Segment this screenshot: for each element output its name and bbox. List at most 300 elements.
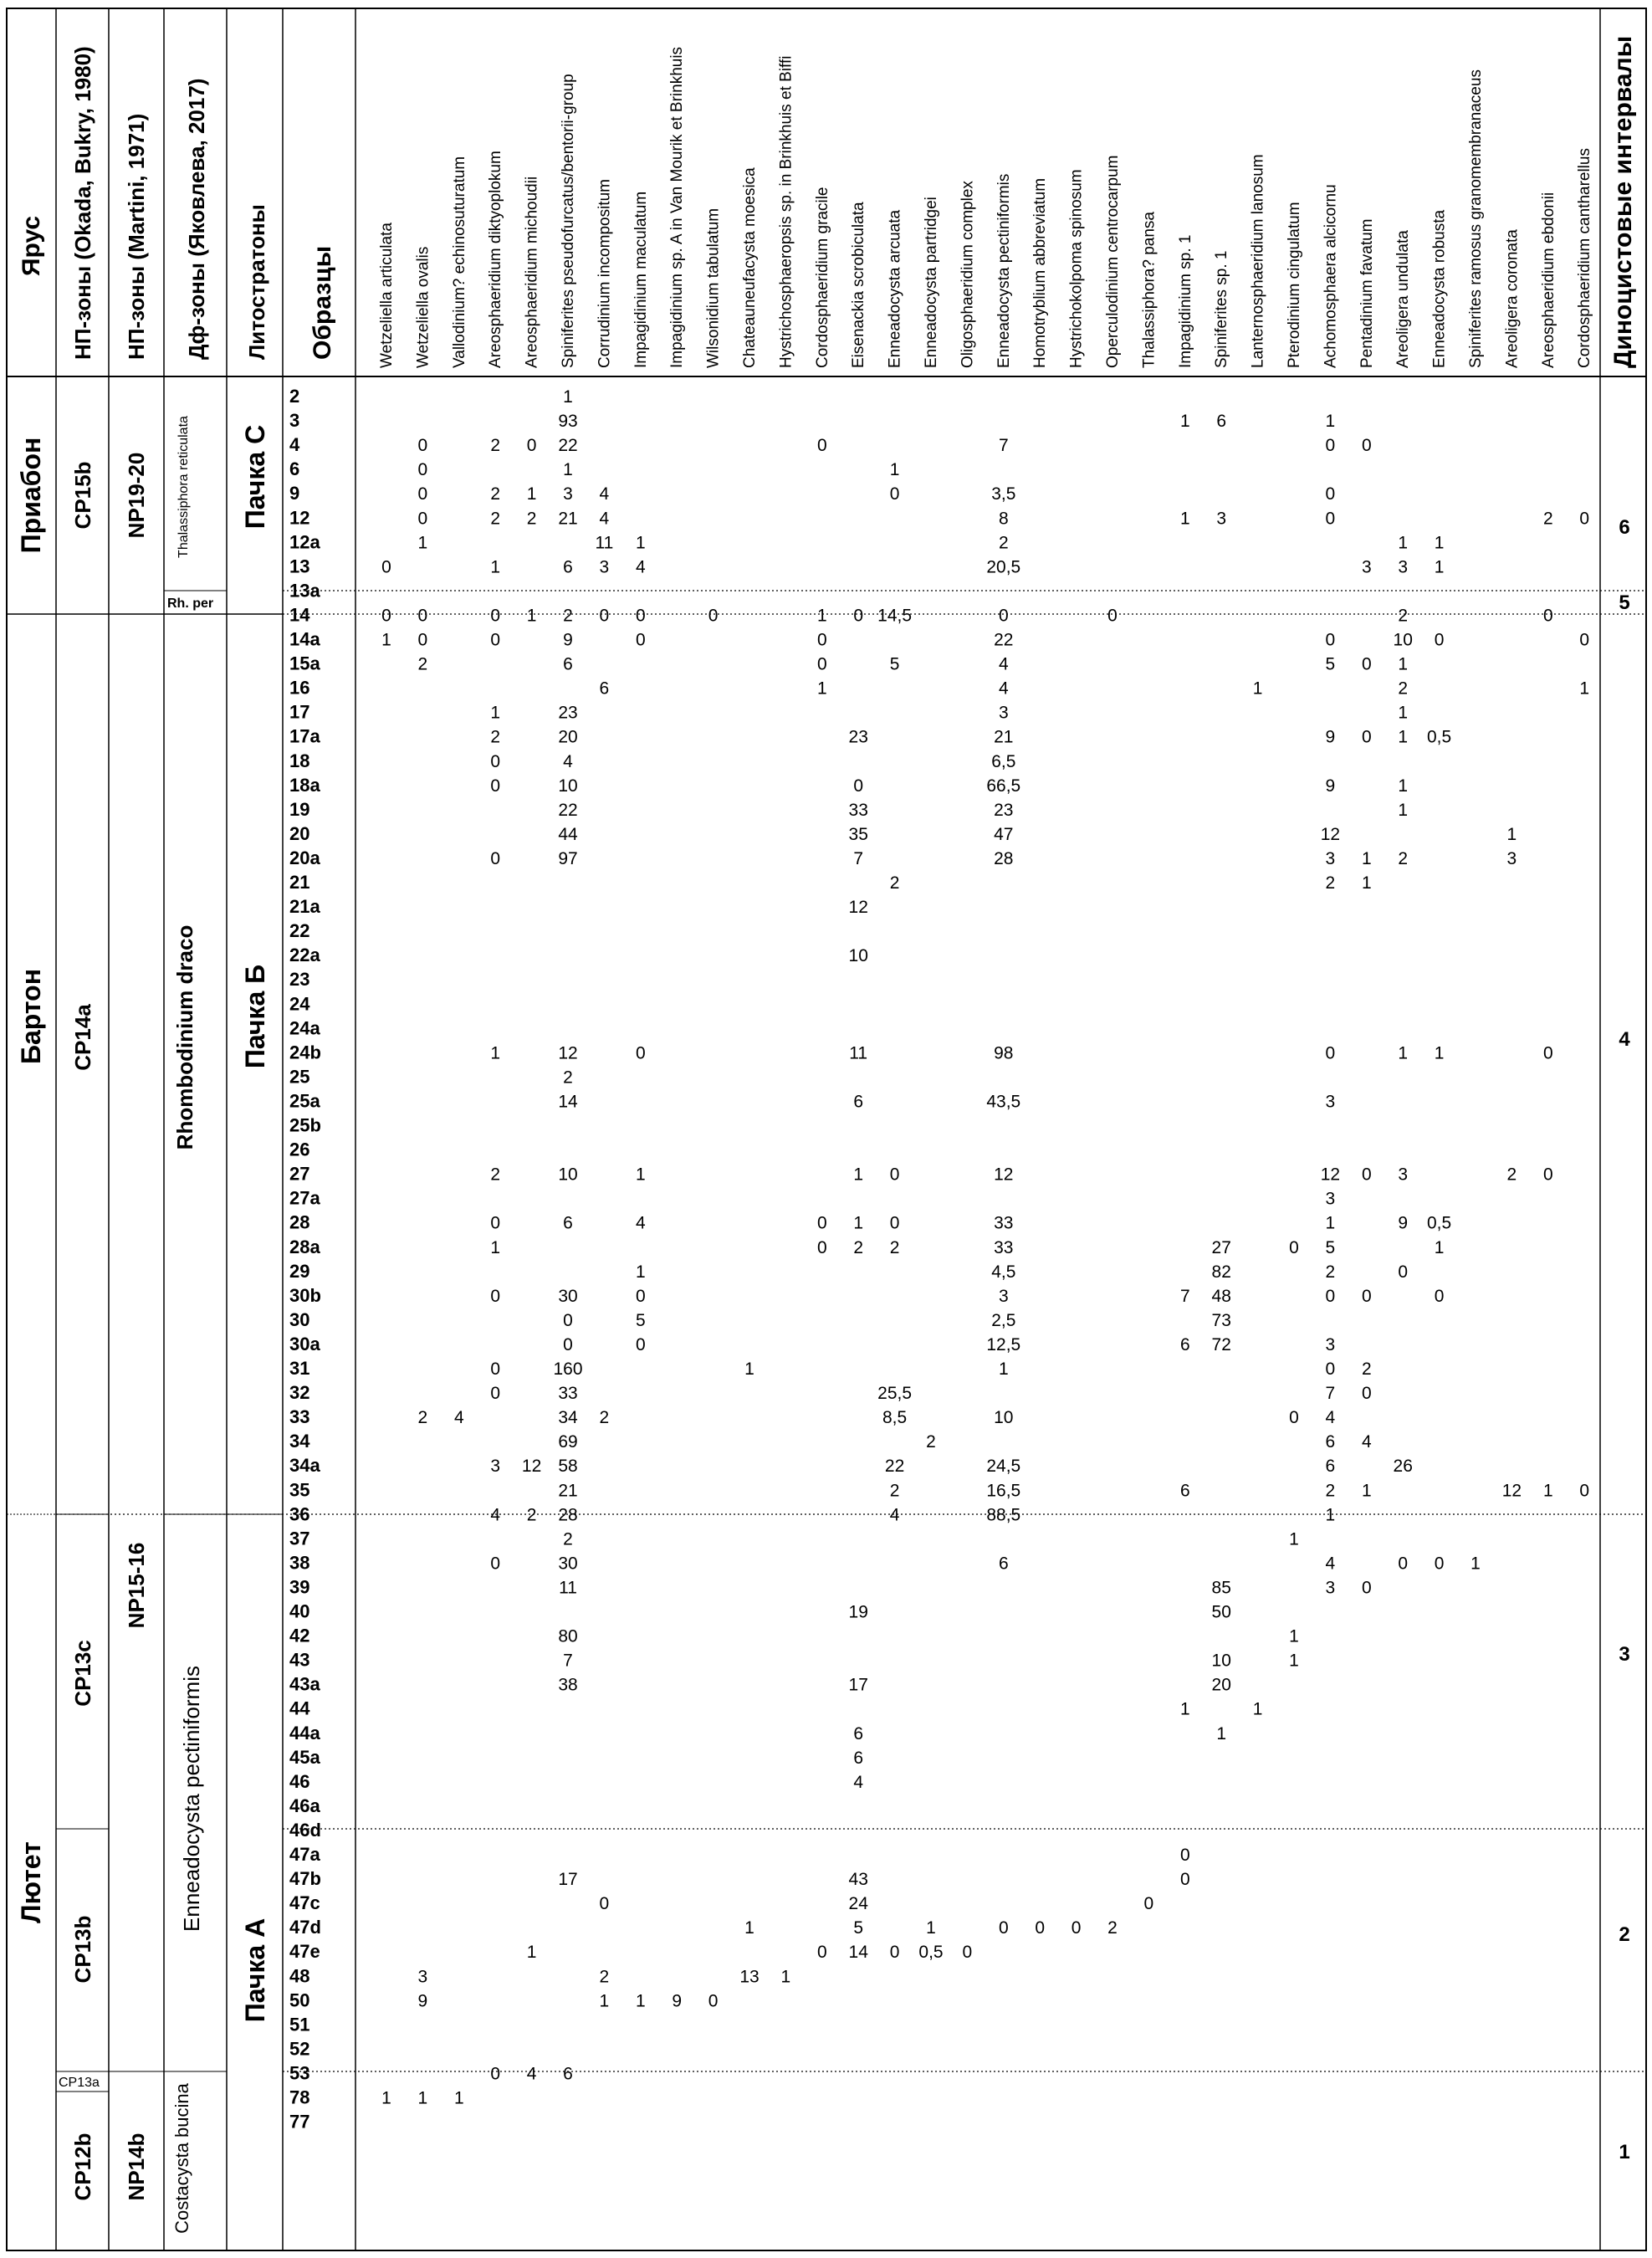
sample-id: 47a — [289, 1844, 320, 1865]
sample-id: 17a — [289, 725, 320, 747]
count-value: 1 — [816, 678, 827, 699]
sample-id: 34 — [289, 1431, 310, 1452]
count-value: 98 — [994, 1043, 1014, 1063]
sample-id: 46d — [289, 1819, 321, 1841]
count-value: 12 — [1320, 1165, 1341, 1185]
count-value: 0 — [708, 606, 719, 626]
count-value: 11 — [595, 533, 614, 553]
count-value: 0 — [635, 606, 646, 626]
count-value: 7 — [998, 436, 1009, 456]
sample-id: 53 — [289, 2062, 310, 2084]
count-value: 1 — [1398, 800, 1409, 820]
sample-id: 20 — [289, 822, 310, 844]
count-value: 22 — [884, 1457, 905, 1477]
count-value: 2 — [563, 1068, 573, 1088]
np-zones-okada-column — [59, 462, 100, 2201]
count-value: 0 — [962, 1943, 973, 1963]
count-value: 6,5 — [991, 751, 1016, 771]
count-value: 1 — [490, 1043, 501, 1063]
count-value: 21 — [558, 509, 578, 529]
count-value: 1 — [744, 1918, 754, 1938]
count-value: 5 — [853, 1918, 864, 1938]
sample-id: 50 — [289, 1989, 310, 2011]
count-value: 1 — [490, 557, 501, 577]
sample-id: 48 — [289, 1965, 310, 1987]
sample-id: 24b — [289, 1042, 321, 1063]
count-value: 1 — [1252, 678, 1263, 699]
df-zone-label: Thalassiphora reticulata — [176, 416, 191, 558]
count-value: 1 — [1434, 1043, 1445, 1063]
count-value: 12 — [1501, 1481, 1522, 1501]
species-header: Cordosphaeridium cantharellus — [1576, 148, 1594, 368]
count-value: 0 — [417, 436, 428, 456]
count-value: 35 — [848, 824, 868, 844]
count-value: 1 — [1325, 1213, 1336, 1233]
count-value: 6 — [853, 1723, 864, 1743]
count-value: 7 — [1325, 1384, 1336, 1404]
count-value: 4,5 — [991, 1262, 1016, 1282]
count-value: 24 — [848, 1894, 868, 1914]
count-value: 9 — [563, 630, 573, 650]
count-value: 0 — [490, 1359, 501, 1379]
np-zone-label: CP13c — [70, 1640, 95, 1707]
count-value: 1 — [1289, 1651, 1299, 1671]
count-value: 0 — [816, 654, 827, 674]
count-value: 2 — [1542, 509, 1553, 529]
count-value: 0 — [998, 1918, 1009, 1938]
count-value: 3 — [998, 703, 1009, 723]
dino-interval-label: 3 — [1619, 1643, 1630, 1666]
count-value: 2 — [998, 533, 1009, 553]
count-value: 9 — [1325, 776, 1336, 796]
sample-id: 25a — [289, 1090, 320, 1112]
count-value: 0 — [563, 1334, 573, 1354]
sample-id: 22a — [289, 945, 320, 966]
sample-id: 17 — [289, 701, 310, 723]
count-value: 0 — [1325, 509, 1336, 529]
lithostraton-column — [240, 425, 270, 2022]
count-value: 69 — [558, 1432, 578, 1452]
count-value: 2 — [490, 484, 501, 504]
count-value: 2 — [526, 509, 537, 529]
count-value: 2 — [526, 1505, 537, 1525]
count-value: 1 — [635, 533, 646, 553]
count-value: 2 — [926, 1432, 936, 1452]
count-value: 0 — [417, 484, 428, 504]
count-value: 0 — [1361, 1165, 1372, 1185]
dino-interval-label: 5 — [1619, 591, 1630, 614]
np-zone-label: NP15-16 — [124, 1542, 149, 1629]
count-value: 0 — [635, 1286, 646, 1306]
lithostraton-label: Пачка Б — [240, 964, 270, 1069]
count-value: 0 — [381, 606, 391, 626]
count-value: 0 — [1289, 1408, 1299, 1428]
count-value: 1 — [1470, 1554, 1481, 1574]
count-value: 0 — [490, 751, 501, 771]
sample-id: 40 — [289, 1600, 310, 1622]
count-value: 80 — [558, 1626, 578, 1646]
count-value: 0 — [1325, 630, 1336, 650]
count-value: 4 — [490, 1505, 501, 1525]
count-value: 0 — [1289, 1237, 1299, 1257]
count-value: 4 — [1325, 1554, 1336, 1574]
count-value: 5 — [889, 654, 900, 674]
lithostraton-label: Пачка А — [240, 1918, 270, 2023]
count-value: 11 — [849, 1043, 868, 1063]
count-value: 73 — [1211, 1310, 1231, 1330]
count-value: 0 — [1579, 509, 1590, 529]
df-zone-label: Enneadocysta pectiniformis — [179, 1666, 204, 1932]
count-value: 14 — [558, 1092, 578, 1112]
count-value: 0 — [1434, 1554, 1445, 1574]
count-value: 1 — [889, 460, 900, 480]
species-header: Oligosphaeridium complex — [959, 181, 977, 368]
count-value: 6 — [1325, 1432, 1336, 1452]
count-value: 58 — [558, 1457, 578, 1477]
count-value: 12 — [1320, 824, 1341, 844]
stage-label: Бартон — [16, 968, 46, 1065]
species-header: Spiniferites ramosus granomembranaceus — [1467, 69, 1485, 368]
count-value: 14 — [848, 1943, 868, 1963]
count-value: 0 — [563, 1310, 573, 1330]
count-value: 6 — [1179, 1334, 1190, 1354]
sample-id: 18 — [289, 750, 310, 771]
count-value: 1 — [1434, 1237, 1445, 1257]
sample-id: 78 — [289, 2086, 310, 2108]
sample-id: 47b — [289, 1868, 321, 1890]
sample-id: 16 — [289, 677, 310, 699]
sample-id: 38 — [289, 1552, 310, 1574]
sample-id: 30a — [289, 1333, 320, 1354]
count-value: 2 — [1325, 1262, 1336, 1282]
count-value: 0 — [1325, 1286, 1336, 1306]
header-np-zones-okada: НП-зоны (Okada, Bukry, 1980) — [70, 46, 95, 360]
count-value: 1 — [1542, 1481, 1553, 1501]
sample-id: 32 — [289, 1382, 310, 1404]
sample-id: 28a — [289, 1236, 320, 1257]
count-value: 1 — [635, 1165, 646, 1185]
count-value: 26 — [1393, 1457, 1413, 1477]
count-value: 10 — [848, 946, 868, 966]
count-value: 4 — [526, 2064, 537, 2084]
count-value: 1 — [1325, 412, 1336, 432]
count-value: 4 — [1325, 1408, 1336, 1428]
species-header: Eisenackia scrobiculata — [850, 202, 868, 368]
count-value: 1 — [526, 606, 537, 626]
count-value: 6 — [599, 678, 610, 699]
count-value: 0 — [490, 776, 501, 796]
count-value: 6 — [563, 557, 573, 577]
species-header: Pterodinium cingulatum — [1286, 202, 1303, 368]
dino-interval-label: 4 — [1619, 1028, 1630, 1051]
count-value: 4 — [453, 1408, 464, 1428]
count-value: 0 — [1361, 1384, 1372, 1404]
sample-id: 45a — [289, 1746, 320, 1768]
count-value: 12,5 — [986, 1334, 1021, 1354]
np-zones-martini-column — [124, 453, 149, 2201]
count-value: 20,5 — [986, 557, 1021, 577]
count-value: 11 — [559, 1578, 577, 1598]
count-value: 3 — [417, 1967, 428, 1987]
count-value: 1 — [381, 2088, 391, 2108]
count-value: 4 — [599, 509, 610, 529]
count-value: 13 — [739, 1967, 760, 1987]
count-value: 23 — [994, 800, 1014, 820]
count-value: 1 — [1398, 1043, 1409, 1063]
count-value: 0 — [490, 630, 501, 650]
count-value: 2 — [889, 1481, 900, 1501]
count-value: 23 — [848, 727, 868, 747]
count-value: 5 — [1325, 1237, 1336, 1257]
dino-interval-label: 1 — [1619, 2141, 1630, 2163]
count-value: 1 — [417, 2088, 428, 2108]
count-value: 93 — [558, 412, 578, 432]
sample-id: 24a — [289, 1017, 320, 1039]
count-value: 0 — [1579, 1481, 1590, 1501]
count-value: 0 — [816, 436, 827, 456]
count-value: 19 — [848, 1602, 868, 1622]
count-value: 0 — [853, 776, 864, 796]
count-value: 0 — [1361, 1578, 1372, 1598]
count-value: 72 — [1211, 1334, 1231, 1354]
np-zone-label: CP13a — [59, 2076, 100, 2090]
count-value: 3 — [1361, 557, 1372, 577]
species-header: Wetzeliella articulata — [378, 223, 396, 368]
count-value: 4 — [635, 1213, 646, 1233]
count-value: 6 — [1325, 1457, 1336, 1477]
count-value: 3 — [1398, 557, 1409, 577]
count-value: 2 — [889, 1237, 900, 1257]
count-value: 1 — [744, 1359, 754, 1379]
count-value: 1 — [563, 387, 573, 407]
count-value: 1 — [780, 1967, 791, 1987]
sample-id: 29 — [289, 1260, 310, 1282]
count-value: 4 — [853, 1772, 864, 1792]
count-value: 0 — [417, 509, 428, 529]
count-value: 12 — [558, 1043, 578, 1063]
header-df-zones: Дф-зоны (Яковлева, 2017) — [184, 78, 209, 360]
sample-id: 12 — [289, 507, 310, 529]
count-value: 0 — [1143, 1894, 1154, 1914]
count-value: 4 — [889, 1505, 900, 1525]
count-value: 5 — [1325, 654, 1336, 674]
count-value: 0 — [490, 1384, 501, 1404]
species-header: Achomosphaera alcicornu — [1322, 184, 1340, 368]
count-value: 20 — [558, 727, 578, 747]
count-value: 1 — [1398, 776, 1409, 796]
count-value: 2 — [490, 1165, 501, 1185]
count-value: 0 — [635, 1043, 646, 1063]
count-value: 4 — [998, 678, 1009, 699]
count-value: 2 — [1361, 1359, 1372, 1379]
count-value: 12 — [848, 898, 868, 918]
count-value: 3 — [1325, 1578, 1336, 1598]
count-value: 1 — [853, 1165, 864, 1185]
species-header: Cordosphaeridium gracile — [813, 187, 831, 368]
species-headers — [378, 47, 1593, 368]
species-header: Wilsonidium tabulatum — [704, 207, 723, 368]
count-value: 1 — [1179, 1699, 1190, 1719]
count-value: 3 — [1216, 509, 1227, 529]
sample-id: 44a — [289, 1722, 320, 1743]
count-value: 1 — [1361, 1481, 1372, 1501]
count-value: 30 — [558, 1286, 578, 1306]
count-value: 0 — [381, 557, 391, 577]
sample-id: 4 — [289, 434, 300, 456]
count-value: 0 — [1398, 1262, 1409, 1282]
count-value: 1 — [1398, 533, 1409, 553]
count-value: 0,5 — [918, 1943, 944, 1963]
count-value: 3 — [563, 484, 573, 504]
count-value: 0 — [1071, 1918, 1082, 1938]
species-header: Hystrichosphaeropsis sp. in Brinkhuis et Biffi — [777, 55, 795, 368]
count-value: 3 — [998, 1286, 1009, 1306]
count-value: 2 — [490, 509, 501, 529]
count-value: 1 — [998, 1359, 1009, 1379]
count-value: 43,5 — [986, 1092, 1021, 1112]
count-value: 21 — [994, 727, 1014, 747]
stage-column — [16, 438, 46, 1923]
df-zone-label: Rhombodinium draco — [172, 924, 197, 1150]
species-header: Impagidinium sp. 1 — [1176, 234, 1194, 368]
count-value: 38 — [558, 1675, 578, 1695]
count-value: 0,5 — [1426, 727, 1452, 747]
count-value: 1 — [1216, 1723, 1227, 1743]
count-value: 34 — [558, 1408, 578, 1428]
count-value: 0 — [1542, 1165, 1553, 1185]
count-value: 2 — [563, 606, 573, 626]
count-value: 28 — [558, 1505, 578, 1525]
dino-intervals-column — [1619, 516, 1630, 2163]
sample-id: 3 — [289, 410, 300, 432]
count-value: 0 — [417, 606, 428, 626]
species-header: Areosphaeridium ebdonii — [1539, 192, 1557, 368]
count-value: 5 — [635, 1310, 646, 1330]
sample-id: 44 — [289, 1697, 310, 1719]
count-value: 20 — [1211, 1675, 1231, 1695]
count-value: 6 — [853, 1748, 864, 1768]
count-value: 22 — [558, 800, 578, 820]
header-lithostratons: Литостратоны — [244, 204, 269, 360]
count-value: 0 — [1325, 1043, 1336, 1063]
sample-id: 30b — [289, 1284, 321, 1306]
count-value: 17 — [848, 1675, 868, 1695]
stage-label: Лютет — [16, 1841, 46, 1923]
count-value: 0 — [1361, 654, 1372, 674]
count-value: 0 — [889, 1165, 900, 1185]
count-value: 1 — [1398, 727, 1409, 747]
df-zone-label: Rh. per — [167, 597, 214, 611]
count-value: 14,5 — [877, 606, 913, 626]
count-value: 3 — [1325, 1334, 1336, 1354]
count-value: 2 — [1107, 1918, 1118, 1938]
species-header: Pentadinium favatum — [1358, 218, 1376, 368]
species-header: Areoligera undulata — [1394, 230, 1413, 368]
species-header: Homotryblium abbreviatum — [1031, 177, 1050, 368]
species-header: Impagidinium maculatum — [632, 191, 650, 368]
count-value: 0 — [490, 1554, 501, 1574]
count-value: 10 — [994, 1408, 1014, 1428]
sample-id: 77 — [289, 2111, 310, 2133]
count-value: 16,5 — [986, 1481, 1021, 1501]
sample-id: 25 — [289, 1066, 310, 1088]
count-value: 0 — [1361, 1286, 1372, 1306]
count-value: 0 — [1398, 1554, 1409, 1574]
sample-id: 12a — [289, 531, 320, 553]
sample-id: 46a — [289, 1795, 320, 1816]
sample-id: 33 — [289, 1406, 310, 1428]
count-value: 1 — [490, 703, 501, 723]
sample-id: 34a — [289, 1455, 320, 1477]
count-value: 9 — [1398, 1213, 1409, 1233]
count-value: 2 — [853, 1237, 864, 1257]
count-value: 82 — [1211, 1262, 1231, 1282]
count-value: 2,5 — [991, 1310, 1016, 1330]
count-value: 2 — [563, 1529, 573, 1549]
count-value: 2 — [1325, 1481, 1336, 1501]
count-value: 0 — [490, 848, 501, 868]
np-zone-label: CP14a — [70, 1004, 95, 1071]
count-value: 1 — [1434, 533, 1445, 553]
count-value: 97 — [558, 848, 578, 868]
count-value: 7 — [1179, 1286, 1190, 1306]
count-value: 0 — [417, 460, 428, 480]
count-value: 3 — [490, 1457, 501, 1477]
count-value: 9 — [1325, 727, 1336, 747]
count-value: 3 — [599, 557, 610, 577]
species-header: Spiniferites pseudofurcatus/bentorii-group — [560, 74, 577, 368]
count-value: 2 — [417, 1408, 428, 1428]
species-header: Areosphaeridium michoudii — [523, 176, 541, 368]
count-value: 3 — [1506, 848, 1517, 868]
count-value: 0 — [1434, 1286, 1445, 1306]
count-value: 0 — [1579, 630, 1590, 650]
count-value: 3,5 — [991, 484, 1016, 504]
count-value: 0 — [635, 1334, 646, 1354]
count-value: 8,5 — [882, 1408, 908, 1428]
count-value: 2 — [1398, 678, 1409, 699]
count-value: 1 — [1506, 824, 1517, 844]
count-value: 0 — [1542, 1043, 1553, 1063]
count-value: 22 — [558, 436, 578, 456]
count-value: 6 — [563, 2064, 573, 2084]
count-value: 2 — [417, 654, 428, 674]
sample-id: 24 — [289, 993, 310, 1015]
count-value: 0 — [708, 1991, 719, 2011]
sample-id: 43 — [289, 1649, 310, 1671]
count-value: 160 — [553, 1359, 583, 1379]
species-header: Areoligera coronata — [1503, 229, 1522, 368]
count-value: 27 — [1211, 1237, 1231, 1257]
count-value: 47 — [994, 824, 1014, 844]
count-value: 66,5 — [986, 776, 1021, 796]
sample-id: 47c — [289, 1892, 320, 1914]
count-value: 1 — [853, 1213, 864, 1233]
species-header: Operculodinium centrocarpum — [1104, 155, 1122, 368]
count-value: 0 — [490, 1286, 501, 1306]
lithostraton-label: Пачка С — [240, 424, 270, 530]
count-value: 4 — [563, 751, 573, 771]
count-value: 7 — [563, 1651, 573, 1671]
sample-id: 42 — [289, 1625, 310, 1646]
count-value: 1 — [1398, 654, 1409, 674]
df-zone-label: Costacysta bucina — [171, 2083, 192, 2234]
count-value: 0 — [816, 1237, 827, 1257]
count-value: 3 — [1325, 1189, 1336, 1209]
count-value: 1 — [1434, 557, 1445, 577]
count-values — [381, 387, 1589, 2108]
count-value: 10 — [1393, 630, 1413, 650]
